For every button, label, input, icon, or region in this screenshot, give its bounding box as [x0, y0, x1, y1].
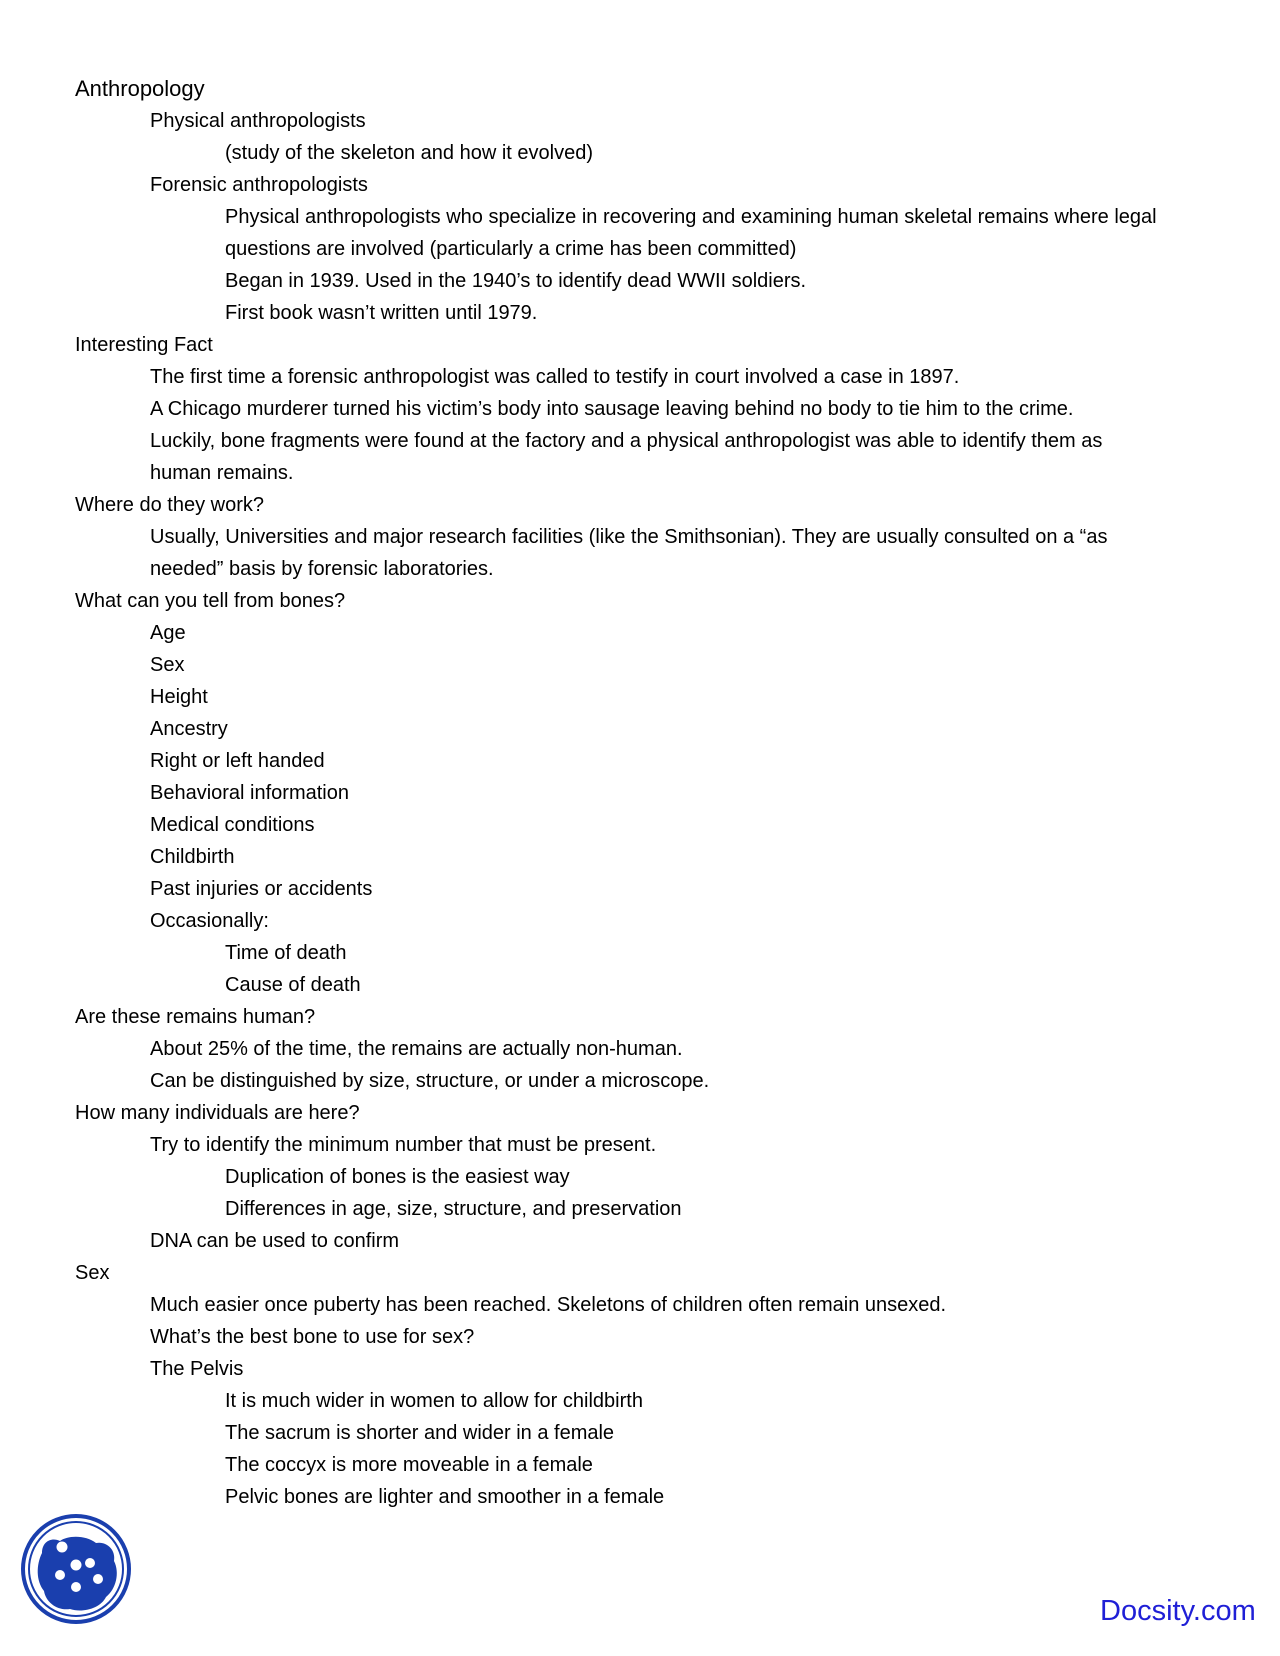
list-item: Sex: [150, 654, 185, 676]
subheading-forensic-anthropologists: Forensic anthropologists: [150, 174, 368, 196]
list-item: Ancestry: [150, 718, 228, 740]
text-line: Try to identify the minimum number that must be present.: [150, 1134, 657, 1156]
list-item: Past injuries or accidents: [150, 878, 373, 900]
text-line: It is much wider in women to allow for childbirth: [225, 1390, 643, 1412]
text-line: Began in 1939. Used in the 1940’s to identify dead WWII soldiers.: [225, 270, 807, 292]
text-line: Much easier once puberty has been reached. Skeletons of children often remain unsexed.: [150, 1294, 947, 1316]
list-item: Age: [150, 622, 186, 644]
docsity-bear-logo-icon[interactable]: [20, 1513, 132, 1625]
text-line: needed” basis by forensic laboratories.: [150, 558, 494, 580]
heading-sex: Sex: [75, 1262, 110, 1284]
text-line: The sacrum is shorter and wider in a female: [225, 1422, 615, 1444]
heading-interesting-fact: Interesting Fact: [75, 334, 213, 356]
list-item: Cause of death: [225, 974, 361, 996]
text-line: Luckily, bone fragments were found at the factory and a physical anthropologist was able to identify them as: [150, 430, 1103, 452]
subheading-the-pelvis: The Pelvis: [150, 1358, 244, 1380]
subheading-physical-anthropologists: Physical anthropologists: [150, 110, 366, 132]
docsity-brand-link[interactable]: Docsity.com: [1100, 1595, 1256, 1627]
text-line: questions are involved (particularly a crime has been committed): [225, 238, 797, 260]
text-line: First book wasn’t written until 1979.: [225, 302, 538, 324]
text-line: human remains.: [150, 462, 294, 484]
heading-where-do-they-work: Where do they work?: [75, 494, 264, 516]
list-item: Medical conditions: [150, 814, 315, 836]
text-line: Physical anthropologists who specialize in recovering and examining human skeletal remains where legal: [225, 206, 1157, 228]
list-item: Occasionally:: [150, 910, 269, 932]
text-line: DNA can be used to confirm: [150, 1230, 400, 1252]
text-line: Pelvic bones are lighter and smoother in a female: [225, 1486, 665, 1508]
text-line: Duplication of bones is the easiest way: [225, 1166, 570, 1188]
list-item: Right or left handed: [150, 750, 325, 772]
heading-anthropology: Anthropology: [75, 76, 205, 101]
heading-how-many-individuals: How many individuals are here?: [75, 1102, 360, 1124]
text-line: Differences in age, size, structure, and preservation: [225, 1198, 682, 1220]
list-item: Height: [150, 686, 208, 708]
heading-what-can-you-tell: What can you tell from bones?: [75, 590, 346, 612]
list-item: Childbirth: [150, 846, 235, 868]
text-line: The coccyx is more moveable in a female: [225, 1454, 593, 1476]
text-line: The first time a forensic anthropologist was called to testify in court involved a case in 1897.: [150, 366, 960, 388]
text-line: (study of the skeleton and how it evolved): [225, 142, 593, 164]
heading-are-remains-human: Are these remains human?: [75, 1006, 316, 1028]
text-line: Can be distinguished by size, structure, or under a microscope.: [150, 1070, 710, 1092]
text-line: A Chicago murderer turned his victim’s body into sausage leaving behind no body to tie him to the crime.: [150, 398, 1074, 420]
list-item: Time of death: [225, 942, 347, 964]
text-line: Usually, Universities and major research facilities (like the Smithsonian). They are usually consulted on a “as: [150, 526, 1108, 548]
list-item: Behavioral information: [150, 782, 349, 804]
text-line: What’s the best bone to use for sex?: [150, 1326, 475, 1348]
text-line: About 25% of the time, the remains are actually non-human.: [150, 1038, 683, 1060]
